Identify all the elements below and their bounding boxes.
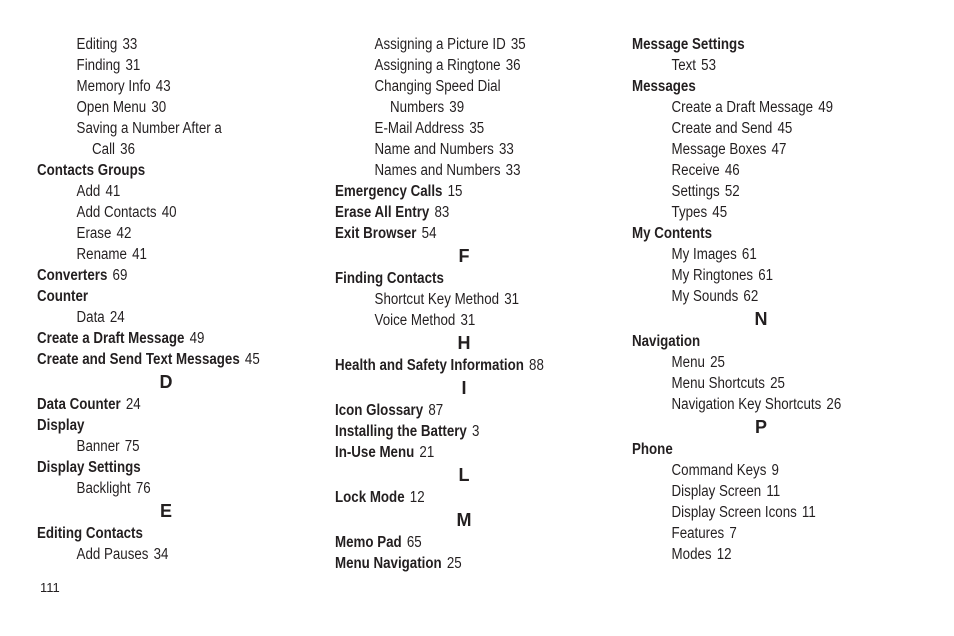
index-subentry (632, 394, 881, 415)
entry-label: Create a Draft Message (671, 99, 814, 116)
entry-page-number: 61 (741, 246, 757, 263)
index-subentry (37, 118, 286, 139)
index-entry (37, 457, 286, 478)
entry-page-number: 41 (105, 183, 121, 200)
index-entry (37, 286, 286, 307)
entry-label: Saving a Number After a (76, 120, 222, 137)
entry-label: Navigation (632, 333, 701, 350)
entry-page-number: 30 (151, 99, 167, 116)
index-subentry (335, 160, 584, 181)
entry-label: My Images (671, 246, 737, 263)
section-letter: F (458, 246, 470, 266)
index-subentry (632, 502, 881, 523)
entry-label: Assigning a Picture ID (374, 36, 506, 53)
entry-label: Editing (76, 36, 118, 53)
entry-label: My Sounds (671, 288, 739, 305)
section-letter: P (754, 417, 767, 437)
entry-page-number: 3 (472, 423, 480, 440)
entry-page-number: 65 (406, 534, 422, 551)
entry-label: Finding Contacts (335, 270, 444, 287)
entry-label: Lock Mode (335, 489, 405, 506)
entry-page-number: 49 (189, 330, 205, 347)
index-subentry (632, 55, 881, 76)
entry-page-number: 24 (125, 396, 141, 413)
index-entry (335, 268, 584, 289)
entry-label: Add Contacts (76, 204, 157, 221)
index-column-2 (335, 34, 625, 574)
index-subentry (632, 460, 881, 481)
entry-label: Health and Safety Information (335, 357, 524, 374)
entry-page-number: 41 (132, 246, 147, 263)
index-entry (37, 160, 286, 181)
entry-label: Editing Contacts (37, 525, 143, 542)
index-entry (37, 328, 286, 349)
index-subentry (37, 436, 286, 457)
index-subentry (37, 181, 286, 202)
index-entry (37, 349, 286, 370)
entry-page-number: 31 (504, 291, 520, 308)
index-subentry (632, 481, 881, 502)
index-subentry (37, 55, 286, 76)
entry-label: Rename (76, 246, 127, 263)
index-subentry (37, 97, 286, 118)
entry-page-number: 52 (724, 183, 740, 200)
index-subentry (37, 478, 286, 499)
entry-page-number: 11 (801, 504, 816, 521)
entry-page-number: 33 (122, 36, 138, 53)
entry-label: Settings (671, 183, 720, 200)
index-column-1 (37, 34, 327, 565)
entry-page-number: 25 (710, 354, 725, 371)
index-subentry (37, 202, 286, 223)
entry-label: Features (671, 525, 725, 542)
entry-label: Exit Browser (335, 225, 417, 242)
section-letter: M (456, 510, 472, 530)
entry-page-number: 49 (818, 99, 834, 116)
entry-label: Backlight (76, 480, 131, 497)
entry-label: Menu (671, 354, 705, 371)
entry-page-number: 88 (529, 357, 544, 374)
entry-page-number: 34 (153, 546, 169, 563)
entry-label: Contacts Groups (37, 162, 146, 179)
entry-page-number: 33 (505, 162, 521, 179)
entry-page-number: 69 (112, 267, 128, 284)
index-subentry (37, 307, 286, 328)
entry-label: Receive (671, 162, 720, 179)
section-letter: D (159, 372, 173, 392)
entry-label: In-Use Menu (335, 444, 415, 461)
entry-page-number: 75 (124, 438, 140, 455)
index-subentry (335, 76, 584, 97)
index-subentry (335, 289, 584, 310)
index-subentry (335, 118, 584, 139)
entry-label: E-Mail Address (374, 120, 465, 137)
index-subentry (37, 244, 286, 265)
entry-page-number: 46 (724, 162, 740, 179)
entry-page-number: 47 (771, 141, 787, 158)
entry-page-number: 26 (826, 396, 842, 413)
index-subentry (335, 139, 584, 160)
entry-page-number: 25 (446, 555, 462, 572)
index-subentry (37, 139, 286, 160)
entry-label: Command Keys (671, 462, 767, 479)
entry-label: Changing Speed Dial (374, 78, 501, 95)
index-subentry (632, 244, 881, 265)
entry-label: Erase (76, 225, 112, 242)
entry-label: Display (37, 417, 85, 434)
entry-label: Create and Send Text Messages (37, 351, 240, 368)
entry-label: Assigning a Ringtone (374, 57, 501, 74)
index-entry (632, 439, 881, 460)
index-entry (335, 202, 584, 223)
index-subentry (632, 286, 881, 307)
section-letter: L (458, 465, 470, 485)
entry-page-number: 76 (135, 480, 151, 497)
entry-label: Voice Method (374, 312, 456, 329)
entry-page-number: 24 (109, 309, 125, 326)
entry-page-number: 36 (120, 141, 135, 158)
index-subentry (335, 55, 584, 76)
index-column-3 (632, 34, 922, 565)
entry-label: Modes (671, 546, 712, 563)
entry-page-number: 31 (125, 57, 141, 74)
index-subentry (37, 76, 286, 97)
entry-label: Data (76, 309, 105, 326)
index-subentry (37, 34, 286, 55)
index-entry (335, 487, 584, 508)
index-subentry (632, 160, 881, 181)
index-subentry (632, 97, 881, 118)
index-subentry (37, 223, 286, 244)
entry-page-number: 33 (499, 141, 514, 158)
entry-page-number: 12 (716, 546, 732, 563)
entry-label: Menu Navigation (335, 555, 442, 572)
entry-label: Create and Send (671, 120, 773, 137)
section-letter: H (457, 333, 471, 353)
index-entry (632, 223, 881, 244)
entry-label: Phone (632, 441, 673, 458)
index-entry (335, 223, 584, 244)
index-subentry (632, 544, 881, 565)
entry-label: Shortcut Key Method (374, 291, 500, 308)
entry-page-number: 42 (116, 225, 132, 242)
index-subentry (335, 310, 584, 331)
entry-page-number: 11 (766, 483, 781, 500)
entry-page-number: 45 (712, 204, 728, 221)
index-entry (335, 532, 584, 553)
entry-label: Display Screen Icons (671, 504, 797, 521)
entry-label: Name and Numbers (374, 141, 494, 158)
entry-page-number: 25 (770, 375, 785, 392)
index-subentry (632, 118, 881, 139)
index-entry (632, 76, 881, 97)
entry-label: Add Pauses (76, 546, 149, 563)
entry-page-number: 9 (771, 462, 779, 479)
index-subentry (632, 202, 881, 223)
entry-label: Converters (37, 267, 108, 284)
entry-label: My Contents (632, 225, 712, 242)
index-entry (632, 34, 881, 55)
entry-label: Navigation Key Shortcuts (671, 396, 822, 413)
entry-page-number: 53 (701, 57, 717, 74)
entry-page-number: 7 (729, 525, 737, 542)
index-entry (335, 553, 584, 574)
index-entry (632, 331, 881, 352)
index-subentry (632, 139, 881, 160)
index-subentry (335, 97, 584, 118)
entry-label: Text (671, 57, 697, 74)
entry-page-number: 45 (244, 351, 260, 368)
entry-label: Finding (76, 57, 121, 74)
entry-label: Open Menu (76, 99, 147, 116)
entry-page-number: 15 (447, 183, 463, 200)
index-entry (37, 523, 286, 544)
entry-page-number: 54 (421, 225, 437, 242)
entry-label: My Ringtones (671, 267, 754, 284)
index-entry (335, 181, 584, 202)
index-entry (335, 421, 584, 442)
index-subentry (335, 34, 584, 55)
entry-label: Banner (76, 438, 120, 455)
entry-label: Numbers (390, 99, 445, 116)
section-letter: E (159, 501, 172, 521)
entry-label: Display Settings (37, 459, 141, 476)
index-entry (335, 400, 584, 421)
entry-page-number: 21 (419, 444, 435, 461)
entry-page-number: 43 (155, 78, 171, 95)
entry-label: Names and Numbers (374, 162, 501, 179)
section-letter: N (754, 309, 768, 329)
entry-label: Memory Info (76, 78, 151, 95)
index-subentry (632, 265, 881, 286)
entry-label: Types (671, 204, 708, 221)
entry-page-number: 62 (743, 288, 759, 305)
entry-label: Add (76, 183, 101, 200)
page-number: 111 (40, 580, 60, 595)
entry-page-number: 35 (469, 120, 485, 137)
section-letter: I (461, 378, 467, 398)
entry-label: Call (92, 141, 116, 158)
entry-label: Icon Glossary (335, 402, 424, 419)
index-subentry (632, 181, 881, 202)
entry-label: Erase All Entry (335, 204, 430, 221)
index-subentry (632, 352, 881, 373)
entry-page-number: 83 (434, 204, 450, 221)
entry-page-number: 31 (460, 312, 476, 329)
entry-label: Messages (632, 78, 696, 95)
entry-label: Display Screen (671, 483, 762, 500)
entry-page-number: 61 (758, 267, 774, 284)
entry-label: Data Counter (37, 396, 121, 413)
entry-label: Emergency Calls (335, 183, 443, 200)
entry-page-number: 40 (161, 204, 177, 221)
index-entry (335, 442, 584, 463)
index-subentry (632, 523, 881, 544)
entry-page-number: 87 (428, 402, 444, 419)
entry-page-number: 36 (505, 57, 521, 74)
index-entry (335, 355, 584, 376)
entry-label: Message Boxes (671, 141, 767, 158)
index-entry (37, 265, 286, 286)
index-subentry (632, 373, 881, 394)
entry-page-number: 39 (449, 99, 465, 116)
entry-label: Create a Draft Message (37, 330, 185, 347)
entry-page-number: 35 (510, 36, 526, 53)
entry-label: Installing the Battery (335, 423, 467, 440)
index-subentry (37, 544, 286, 565)
entry-label: Memo Pad (335, 534, 402, 551)
entry-label: Counter (37, 288, 89, 305)
entry-label: Menu Shortcuts (671, 375, 765, 392)
entry-label: Message Settings (632, 36, 745, 53)
entry-page-number: 45 (777, 120, 793, 137)
index-entry (37, 415, 286, 436)
entry-page-number: 12 (409, 489, 425, 506)
index-entry (37, 394, 286, 415)
